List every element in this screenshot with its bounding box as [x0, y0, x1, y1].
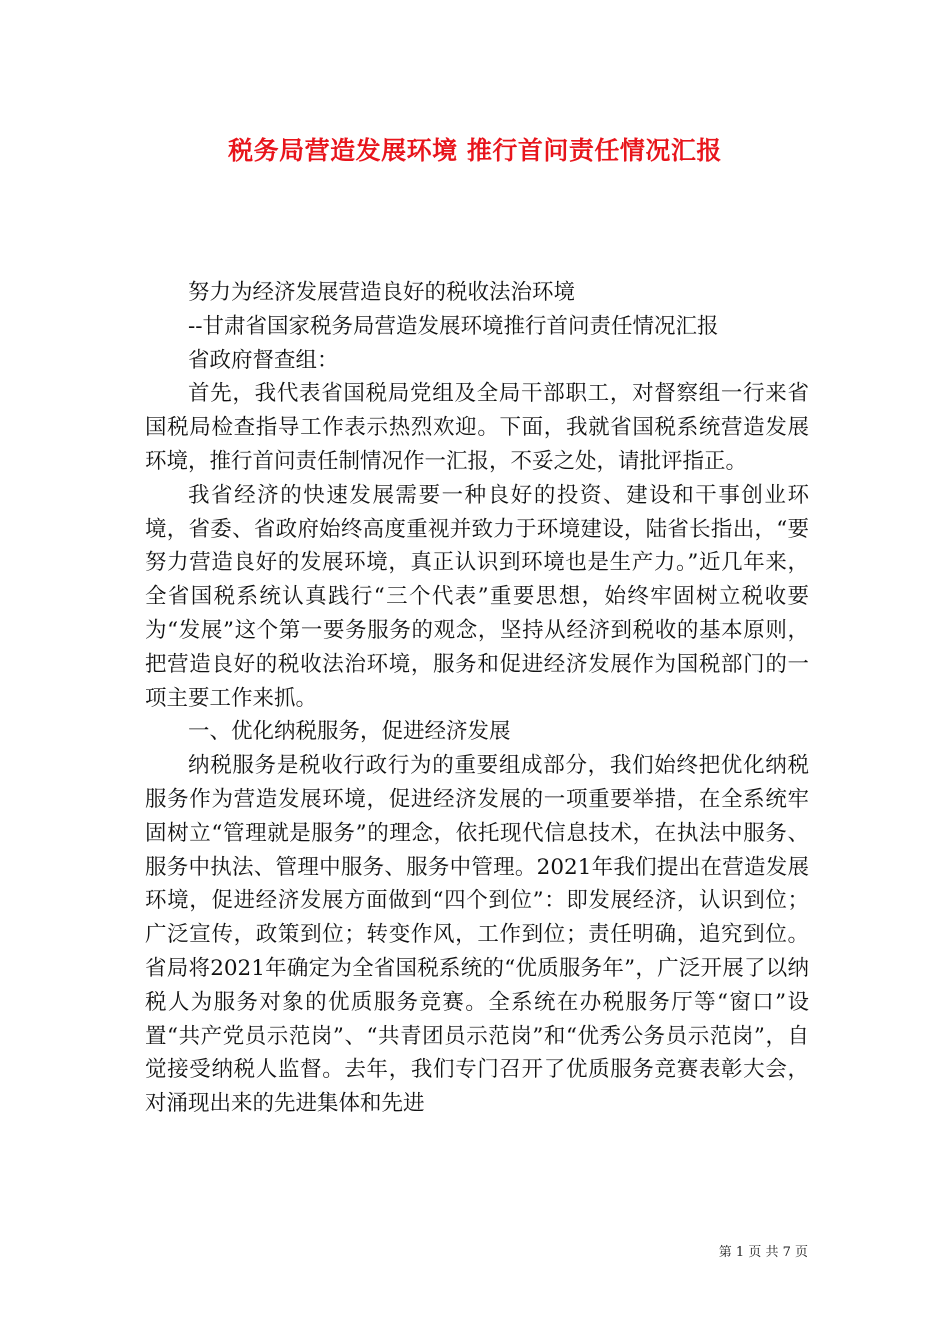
- paragraph-background: 我省经济的快速发展需要一种良好的投资、建设和干事创业环境，省委、省政府始终高度重视并致力于环境建设，陆省长指出，“要努力营造良好的发展环境，真正认识到环境也是生产力。”近几年来，全省国税系统认真践行“三个代表”重要思想，始终牢固树立税收要为“发展”这个第一要务服务的观念，坚持从经济到税收的基本原则，把营造良好的税收法治环境，服务和促进经济发展作为国税部门的一项主要工作来抓。: [145, 482, 809, 711]
- section-heading-1: 一、优化纳税服务，促进经济发展: [188, 719, 511, 745]
- document-title: 税务局营造发展环境 推行首问责任情况汇报: [228, 136, 722, 165]
- paragraph-subtitle: 努力为经济发展营造良好的税收法治环境: [188, 280, 576, 305]
- page-number: 第 1 页 共 7 页: [718, 1245, 808, 1260]
- paragraph-salutation: 省政府督查组：: [188, 347, 339, 373]
- document-body: [145, 276, 809, 1121]
- paragraph-opening: 首先，我代表省国税局党组及全局干部职工，对督察组一行来省国税局检查指导工作表示热烈欢迎。下面，我就省国税系统营造发展环境，推行首问责任制情况作一汇报，不妥之处，请批评指正。: [145, 381, 809, 474]
- paragraph-service: 纳税服务是税收行政行为的重要组成部分，我们始终把优化纳税服务作为营造发展环境，促进经济发展的一项重要举措，在全系统牢固树立“管理就是服务”的理念，依托现代信息技术，在执法中服务、服务中执法、管理中服务、服务中管理。2021年我们提出在营造发展环境，促进经济发展方面做到“四个到位”：即发展经济，认识到位；广泛宣传，政策到位；转变作风，工作到位；责任明确，追究到位。省局将2021年确定为全省国税系统的“优质服务年”，广泛开展了以纳税人为服务对象的优质服务竞赛。全系统在办税服务厅等“窗口”设置“共产党员示范岗”、“共青团员示范岗”和“优秀公务员示范岗”，自觉接受纳税人监督。去年，我们专门召开了优质服务竞赛表彰大会，对涌现出来的先进集体和先进: [145, 753, 809, 1117]
- paragraph-report-title: --甘肃省国家税务局营造发展环境推行首问责任情况汇报: [188, 313, 719, 339]
